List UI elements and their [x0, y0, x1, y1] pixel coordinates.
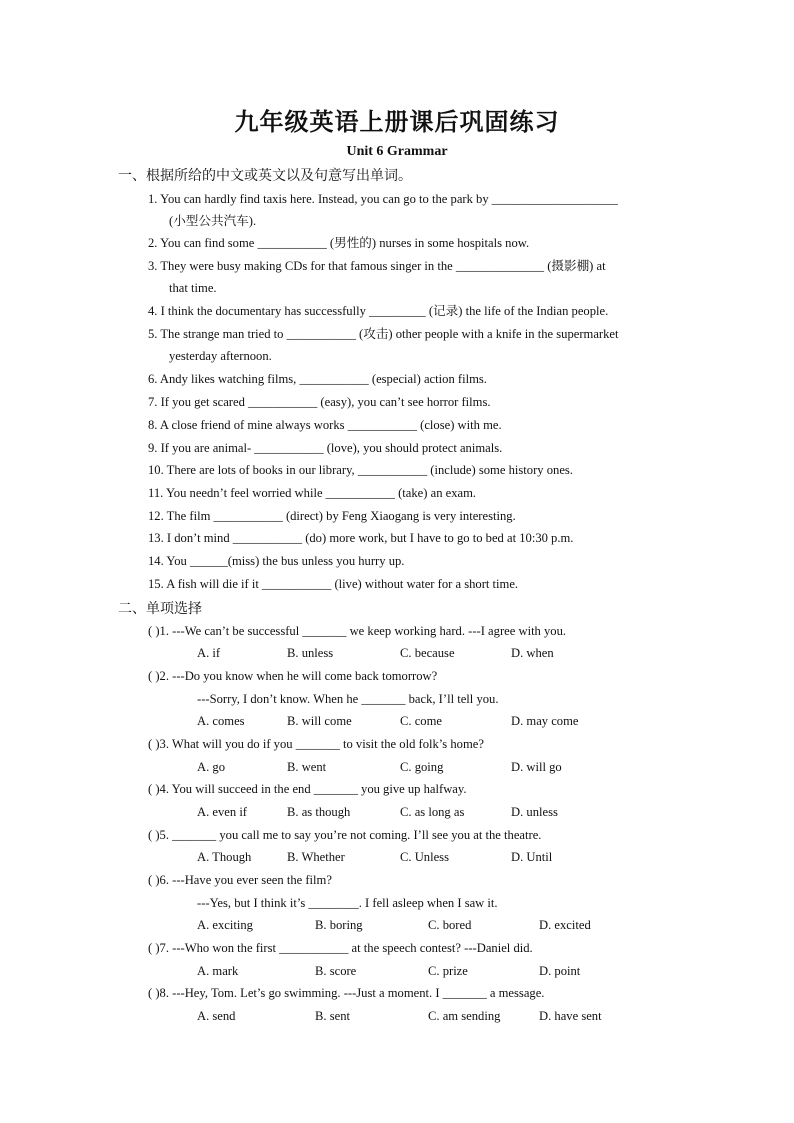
mc-option: A. send — [197, 1009, 236, 1023]
mc-option: B. boring — [315, 918, 363, 932]
mc-option: C. because — [400, 646, 455, 660]
mc-option: A. exciting — [197, 918, 253, 932]
mc-question-stem-continued: ---Yes, but I think it’s ________. I fell asleep when I saw it. — [197, 896, 498, 910]
mc-question-stem-continued: ---Sorry, I don’t know. When he _______ back, I’ll tell you. — [197, 692, 499, 706]
mc-option: D. unless — [511, 805, 558, 819]
mc-option: B. went — [287, 760, 327, 774]
mc-option: A. comes — [197, 714, 245, 728]
mc-option: D. will go — [511, 760, 562, 774]
fill-line: 12. The film ___________ (direct) by Feng Xiaogang is very interesting. — [148, 509, 516, 523]
mc-option: C. Unless — [400, 850, 449, 864]
fill-line: 11. You needn’t feel worried while ___________ (take) an exam. — [148, 486, 477, 500]
section1-heading: 一、根据所给的中文或英文以及句意写出单词。 — [118, 169, 412, 184]
page-subtitle: Unit 6 Grammar — [346, 144, 448, 159]
fill-line: 14. You ______(miss) the bus unless you hurry up. — [148, 554, 405, 568]
fill-line: 15. A fish will die if it ___________ (live) without water for a short time. — [148, 577, 519, 591]
mc-question-stem: ( )5. _______ you call me to say you’re not coming. I’ll see you at the theatre. — [148, 828, 542, 842]
fill-line: 2. You can find some ___________ (男性的) nurses in some hospitals now. — [148, 236, 530, 250]
fill-line: 8. A close friend of mine always works ___________ (close) with me. — [148, 418, 502, 432]
fill-line: 4. I think the documentary has successfully _________ (记录) the life of the Indian people. — [148, 304, 609, 318]
mc-option: C. as long as — [400, 805, 465, 819]
fill-line: 7. If you get scared ___________ (easy), you can’t see horror films. — [148, 395, 491, 409]
fill-line: 9. If you are animal- ___________ (love), you should protect animals. — [148, 441, 503, 455]
mc-option: C. prize — [428, 964, 468, 978]
mc-option: D. may come — [511, 714, 579, 728]
mc-question-stem: ( )8. ---Hey, Tom. Let’s go swimming. ---Just a moment. I _______ a message. — [148, 986, 545, 1000]
mc-question-stem: ( )1. ---We can’t be successful _______ we keep working hard. ---I agree with you. — [148, 624, 567, 638]
fill-line: (小型公共汽车). — [169, 214, 257, 228]
mc-option: A. if — [197, 646, 221, 660]
section2-heading: 二、单项选择 — [118, 602, 202, 617]
mc-option: D. excited — [539, 918, 591, 932]
mc-option: A. mark — [197, 964, 239, 978]
fill-line: 1. You can hardly find taxis here. Instead, you can go to the park by ____________________ — [148, 192, 618, 206]
mc-option: A. Though — [197, 850, 252, 864]
mc-question-stem: ( )7. ---Who won the first ___________ at the speech contest? ---Daniel did. — [148, 941, 533, 955]
mc-option: C. am sending — [428, 1009, 501, 1023]
mc-option: B. sent — [315, 1009, 350, 1023]
mc-option: A. even if — [197, 805, 248, 819]
fill-line: 13. I don’t mind ___________ (do) more work, but I have to go to bed at 10:30 p.m. — [148, 531, 574, 545]
fill-line: 6. Andy likes watching films, ___________ (especial) action films. — [148, 372, 487, 386]
fill-line: that time. — [169, 281, 217, 295]
mc-option: B. Whether — [287, 850, 345, 864]
fill-line: 3. They were busy making CDs for that famous singer in the ______________ (摄影棚) at — [148, 259, 606, 273]
fill-line: 5. The strange man tried to ___________ (攻击) other people with a knife in the supermarket — [148, 327, 619, 341]
mc-option: C. come — [400, 714, 442, 728]
mc-question-stem: ( )3. What will you do if you _______ to visit the old folk’s home? — [148, 737, 484, 751]
mc-option: D. point — [539, 964, 581, 978]
mc-option: D. Until — [511, 850, 553, 864]
mc-option: C. going — [400, 760, 444, 774]
page-title: 九年级英语上册课后巩固练习 — [234, 110, 560, 136]
mc-question-stem: ( )4. You will succeed in the end _______ you give up halfway. — [148, 782, 467, 796]
mc-question-stem: ( )6. ---Have you ever seen the film? — [148, 873, 332, 887]
fill-line: 10. There are lots of books in our library, ___________ (include) some history ones. — [148, 463, 573, 477]
mc-option: A. go — [197, 760, 225, 774]
mc-option: D. have sent — [539, 1009, 602, 1023]
mc-option: B. unless — [287, 646, 334, 660]
mc-option: C. bored — [428, 918, 472, 932]
fill-line: yesterday afternoon. — [169, 349, 272, 363]
mc-option: B. will come — [287, 714, 352, 728]
mc-question-stem: ( )2. ---Do you know when he will come back tomorrow? — [148, 669, 438, 683]
mc-option: B. score — [315, 964, 357, 978]
mc-option: D. when — [511, 646, 554, 660]
mc-option: B. as though — [287, 805, 351, 819]
